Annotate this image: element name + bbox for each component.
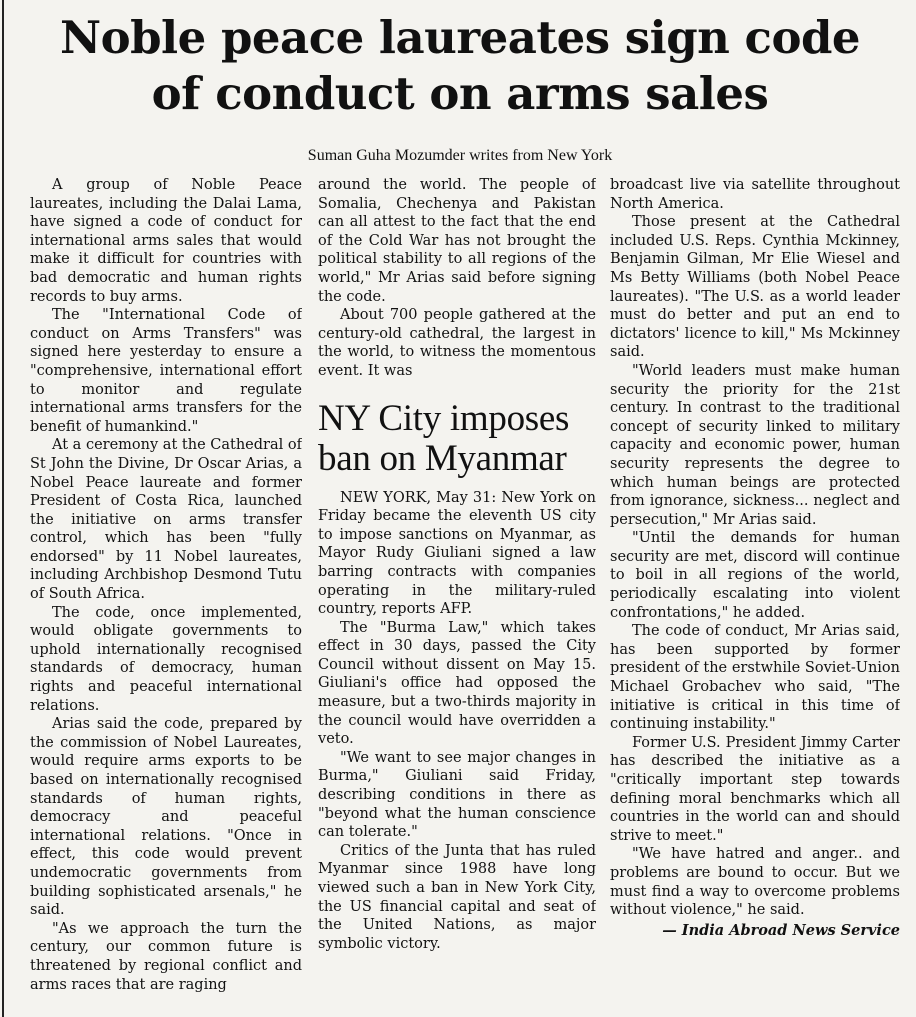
paragraph: Those present at the Cathedral included U.S. Reps. Cynthia Mckinney, Benjamin Gilman, Mr Elie Wiesel and Ms Betty Williams (both Nobel Peace laureates). "The U.S. as a world leader must do better and put an end to dictators' licence to kill," Ms Mckinney said. xyxy=(610,214,900,361)
paragraph: The "Burma Law," which takes effect in 30 days, passed the City Council without dissent on May 15. Giuliani's office had opposed the measure, but a two-thirds majority in the council would have overridden a veto. xyxy=(318,619,596,748)
paragraph: broadcast live via satellite throughout North America. xyxy=(610,177,900,212)
paragraph: A group of Noble Peace laureates, including the Dalai Lama, have signed a code of conduct for international arms sales that would make it difficult for countries with bad democratic and human rights records to buy arms. xyxy=(30,177,302,305)
paragraph: around the world. The people of Somalia, Chechenya and Pakistan can all attest to the fact that the end of the Cold War has not brought the political stability to all regions of the world," Mr Arias said before signing the code. xyxy=(318,177,596,305)
article-column-2 xyxy=(318,176,596,1014)
article-column-3 xyxy=(610,176,900,1014)
news-service-credit: — India Abroad News Service xyxy=(662,921,900,939)
paragraph: "World leaders must make human security the priority for the 21st century. In contrast to the traditional concept of security linked to military capacity and economic power, human security represents the degree to which human beings are protected from ignorance, sickness... neglect and persecution," Mr Arias said. xyxy=(610,362,900,528)
paragraph: Arias said the code, prepared by the commission of Nobel Laureates, would require arms exports to be based on internationally recognised standards of human rights, democracy and peaceful international relations. "Once in effect, this code would prevent undemocratic governments from building sophisticated arsenals," he said. xyxy=(30,716,302,919)
paragraph: About 700 people gathered at the century-old cathedral, the largest in the world, to witness the momentous event. It was xyxy=(318,307,596,379)
headline xyxy=(10,10,910,122)
paragraph: "Until the demands for human security are met, discord will continue to boil in all regions of the world, periodically escalating into violent confrontations," he added. xyxy=(610,530,900,621)
paragraph: "As we approach the turn the century, our common future is threatened by regional conflict and arms races that are raging xyxy=(30,920,302,993)
byline: Suman Guha Mozumder writes from New York xyxy=(307,147,613,164)
paragraph: The "International Code of conduct on Arms Transfers" was signed here yesterday to ensure a "comprehensive, international effort to monitor and regulate international arms transfers for the benefit of humankind." xyxy=(30,307,302,435)
column-rule xyxy=(2,0,4,1017)
sub-headline: NY City imposes ban on Myanmar xyxy=(318,397,570,479)
paragraph: The code, once implemented, would obligate governments to uphold internationally recognised standards of democracy, human rights and peaceful international relations. xyxy=(30,604,302,714)
paragraph: Critics of the Junta that has ruled Myanmar since 1988 have long viewed such a ban in New York City, the US financial capital and seat of the United Nations, as major symbolic victory. xyxy=(318,842,596,952)
paragraph: NEW YORK, May 31: New York on Friday became the eleventh US city to impose sanctions on Myanmar, as Mayor Rudy Giuliani signed a law barring contracts with companies operating in the military-ruled country, reports AFP. xyxy=(318,489,596,618)
paragraph: "We want to see major changes in Burma," Giuliani said Friday, describing conditions in there as "beyond what the human conscience can tolerate." xyxy=(318,749,596,841)
article-column-1 xyxy=(30,176,302,1014)
paragraph: At a ceremony at the Cathedral of St John the Divine, Dr Oscar Arias, a Nobel Peace laureate and former President of Costa Rica, launched the initiative on arms transfer control, which has been "fully endorsed" by 11 Nobel laureates, including Archbishop Desmond Tutu of South Africa. xyxy=(30,437,302,603)
headline-line-1: Noble peace laureates sign code xyxy=(59,11,861,64)
paragraph: "We have hatred and anger.. and problems are bound to occur. But we must find a way to overcome problems without violence," he said. xyxy=(610,846,900,919)
paragraph: Former U.S. President Jimmy Carter has described the initiative as a "critically important step towards defining moral benchmarks which all countries in the world can and should strive to meet." xyxy=(610,734,900,844)
paragraph: The code of conduct, Mr Arias said, has been supported by former president of the erstwhile Soviet-Union Michael Grobachev who said, "The initiative is critical in this time of continuing instability." xyxy=(610,623,900,733)
headline-line-2: of conduct on arms sales xyxy=(151,67,769,120)
